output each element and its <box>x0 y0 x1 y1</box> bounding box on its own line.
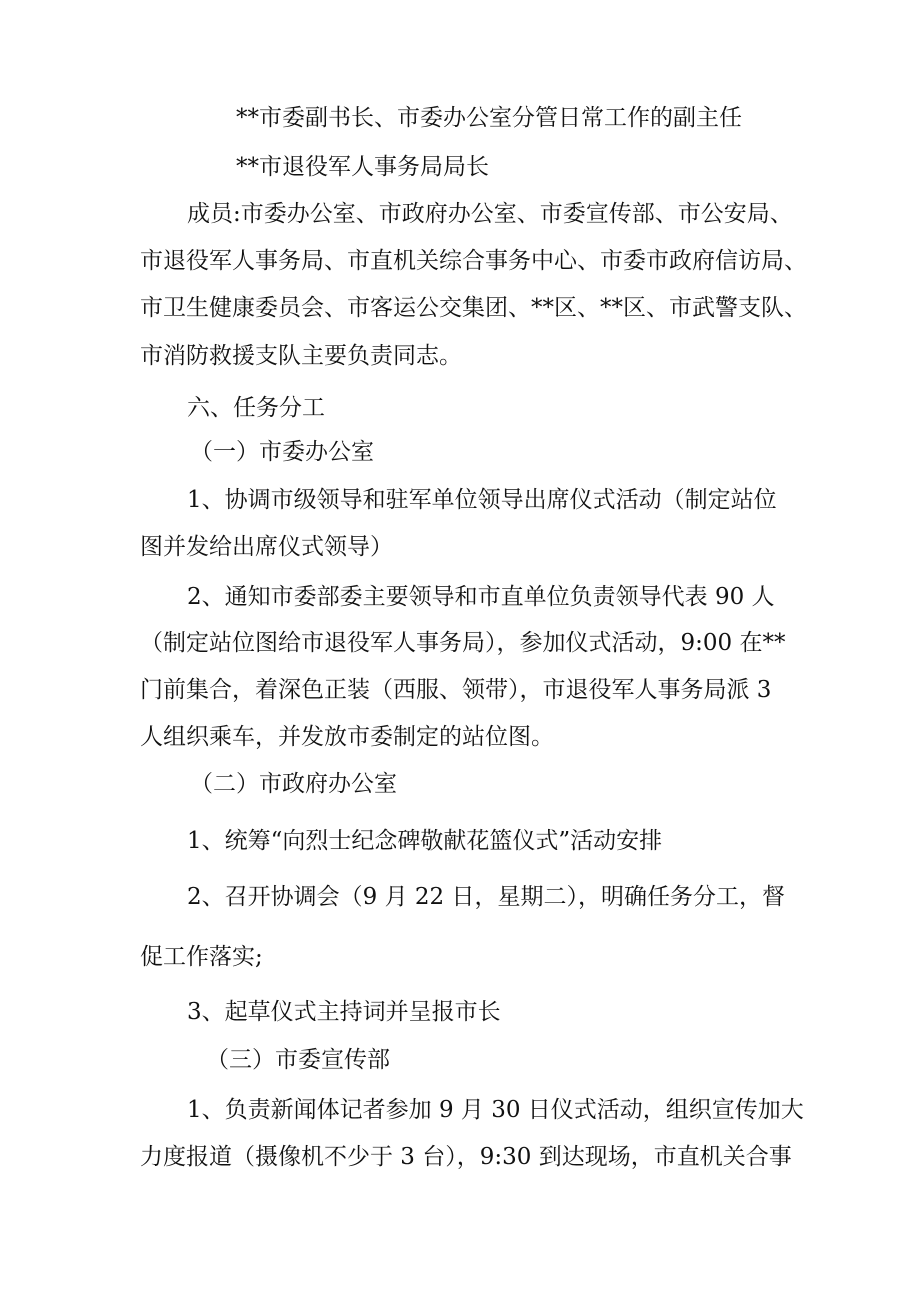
subsection-heading-2: （二）市政府办公室 <box>190 771 397 797</box>
task-1-2-line-3: 门前集合，着深色正装（西服、领带），市退役军人事务局派 3 <box>140 677 772 703</box>
subsection-heading-1: （一）市委办公室 <box>190 439 374 465</box>
leader-veterans-bureau: **市退役军人事务局局长 <box>236 154 489 180</box>
task-2-1: 1、统筹“向烈士纪念碑敬献花篮仪式”活动安排 <box>187 828 663 854</box>
task-1-2-line-1: 2、通知市委部委主要领导和市直单位负责领导代表 90 人 <box>187 584 775 610</box>
task-1-1-line-2: 图并发给出席仪式领导） <box>140 534 393 560</box>
task-1-2-line-2: （制定站位图给市退役军人事务局），参加仪式活动，9:00 在** <box>140 630 786 656</box>
task-1-1-line-1: 1、协调市级领导和驻军单位领导出席仪式活动（制定站位 <box>187 487 777 513</box>
task-3-1-line-1: 1、负责新闻体记者参加 9 月 30 日仪式活动，组织宣传加大 <box>187 1097 804 1123</box>
members-line-1: 成员:市委办公室、市政府办公室、市委宣传部、市公安局、 <box>187 201 793 227</box>
section-heading-task-division: 六、任务分工 <box>187 395 325 421</box>
members-line-2: 市退役军人事务局、市直机关综合事务中心、市委市政府信访局、 <box>140 248 807 274</box>
task-2-2-line-2: 促工作落实; <box>140 944 263 970</box>
task-3-1-line-2: 力度报道（摄像机不少于 3 台），9:30 到达现场，市直机关合事 <box>140 1144 792 1170</box>
members-line-4: 市消防救援支队主要负责同志。 <box>140 343 462 369</box>
subsection-heading-3: （三）市委宣传部 <box>206 1047 390 1073</box>
leader-vice-secretary: **市委副书长、市委办公室分管日常工作的副主任 <box>236 105 742 131</box>
task-1-2-line-4: 人组织乘车，并发放市委制定的站位图。 <box>140 724 554 750</box>
task-2-3: 3、起草仪式主持词并呈报市长 <box>187 999 501 1025</box>
task-2-2-line-1: 2、召开协调会（9 月 22 日，星期二），明确任务分工，督 <box>187 884 785 910</box>
members-line-3: 市卫生健康委员会、市客运公交集团、**区、**区、市武警支队、 <box>140 295 807 321</box>
